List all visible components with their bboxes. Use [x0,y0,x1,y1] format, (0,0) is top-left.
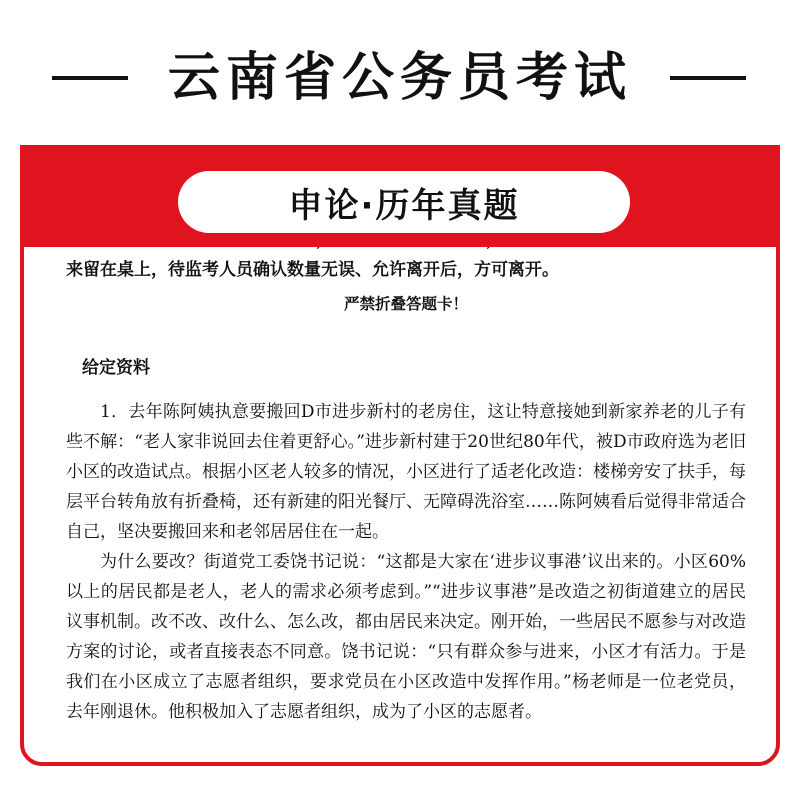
material-paragraph: 1．去年陈阿姨执意要搬回D市进步新村的老房住，这让特意接她到新家养老的儿子有些不解：“老人家非说回去住着更舒心。”进步新村建于20世纪80年代，被D市政府选为老旧小区的改造试点。根据小区老人较多的情况，小区进行了适老化改造：楼梯旁安了扶手，每层平台转角放有折叠椅，还有新建的阳光餐厅、无障碍洗浴室……陈阿姨看后觉得非常适合自己，坚决要搬回来和老邻居居住在一起。 [66,402,746,542]
no-fold-warning: 严禁折叠答题卡！ [343,295,468,313]
page-title: 云南省公务员考试 [167,48,632,108]
section-heading: 给定资料 [82,358,150,378]
page-header [0,0,800,140]
document-body [66,225,746,727]
exam-notice: 来留在桌上，待监考人员确认数量无误、允许离开后，方可离开。 [66,260,559,280]
material-paragraph: 为什么要改？街道党工委饶书记说：“这都是大家在‘进步议事港’议出来的。小区60%以上的居民都是老人，老人的需求必须考虑到。”“进步议事港”是改造之初街道建立的居民议事机制。改不改、改什么、怎么改，都由居民来决定。刚开始，一些居民不愿参与对改造方案的讨论，或者直接表态不同意。饶书记说：“只有群众参与进来，小区才有活力。于是我们在小区成立了志愿者组织，要求党员在小区改造中发挥作用。”杨老师是一位老党员，去年刚退休。他积极加入了志愿者组织，成为了小区的志愿者。 [66,552,746,722]
banner-pill [178,171,630,233]
title-right-rule [670,76,746,80]
content-card [20,145,780,766]
banner-label: 申论·历年真题 [288,185,520,226]
red-banner [24,149,776,247]
